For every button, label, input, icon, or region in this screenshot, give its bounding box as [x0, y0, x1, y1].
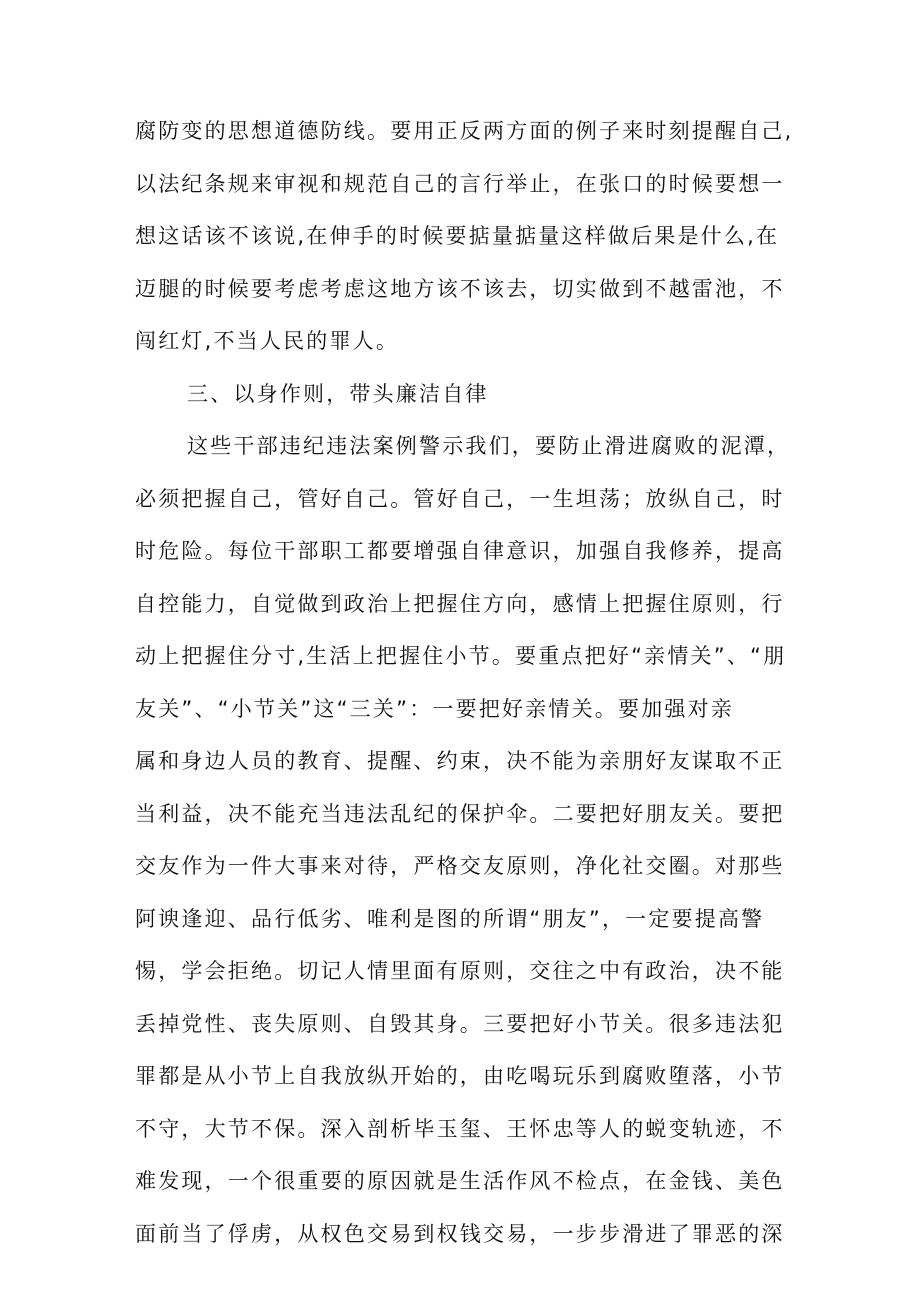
text-line: 惕，学会拒绝。切记人情里面有原则，交往之中有政治，决不能	[135, 959, 785, 983]
text-line: 不守，大节不保。深入剖析毕玉玺、王怀忠等人的蜕变轨迹，不	[135, 1116, 785, 1141]
text-line: 罪都是从小节上自我放纵开始的，由吃喝玩乐到腐败堕落，小节	[135, 1064, 785, 1088]
text-line: 阿谀逢迎、品行低劣、唯利是图的所谓“朋友”，一定要提高警	[135, 906, 765, 931]
text-line: 友关”、“小节关”这“三关”：一要把好亲情关。要加强对亲	[135, 696, 734, 721]
text-line: 闯红灯,不当人民的罪人。	[135, 329, 400, 353]
text-line: 时危险。每位干部职工都要增强自律意识，加强自我修养，提高	[135, 539, 785, 563]
paragraph-continued	[135, 105, 795, 368]
text-line: 想这话该不该说,在伸手的时候要掂量掂量这样做后果是什么,在	[135, 224, 780, 248]
text-line: 动上把握住分寸,生活上把握住小节。要重点把好“亲情关”、“朋	[135, 644, 787, 668]
text-line: 以法纪条规来审视和规范自己的言行举止，在张口的时候要想一	[135, 171, 785, 196]
text-line: 难发现，一个很重要的原因就是生活作风不检点，在金钱、美色	[135, 1169, 785, 1193]
text-line: 属和身边人员的教育、提醒、约束，决不能为亲朋好友谋取不正	[135, 749, 785, 773]
section-heading	[135, 368, 795, 421]
text-line: 丢掉党性、丧失原则、自毁其身。三要把好小节关。很多违法犯	[135, 1011, 785, 1036]
text-line: 这些干部违纪违法案例警示我们，要防止滑进腐败的泥潭，	[187, 434, 791, 458]
text-line: 面前当了俘虏，从权色交易到权钱交易，一步步滑进了罪恶的深	[135, 1221, 785, 1246]
section-heading-text: 三、以身作则，带头廉洁自律	[187, 381, 489, 406]
paragraph-self-discipline	[135, 420, 795, 1260]
document-body	[135, 105, 795, 1260]
text-line: 交友作为一件大事来对待，严格交友原则，净化社交圈。对那些	[135, 854, 785, 878]
text-line: 必须把握自己，管好自己。管好自己，一生坦荡；放纵自己，时	[135, 486, 785, 511]
text-line: 自控能力，自觉做到政治上把握住方向，感情上把握住原则，行	[135, 591, 785, 616]
text-line: 腐防变的思想道德防线。要用正反两方面的例子来时刻提醒自己,	[135, 119, 794, 143]
text-line: 当利益，决不能充当违法乱纪的保护伞。二要把好朋友关。要把	[135, 801, 785, 826]
text-line: 迈腿的时候要考虑考虑这地方该不该去，切实做到不越雷池，不	[135, 276, 785, 301]
